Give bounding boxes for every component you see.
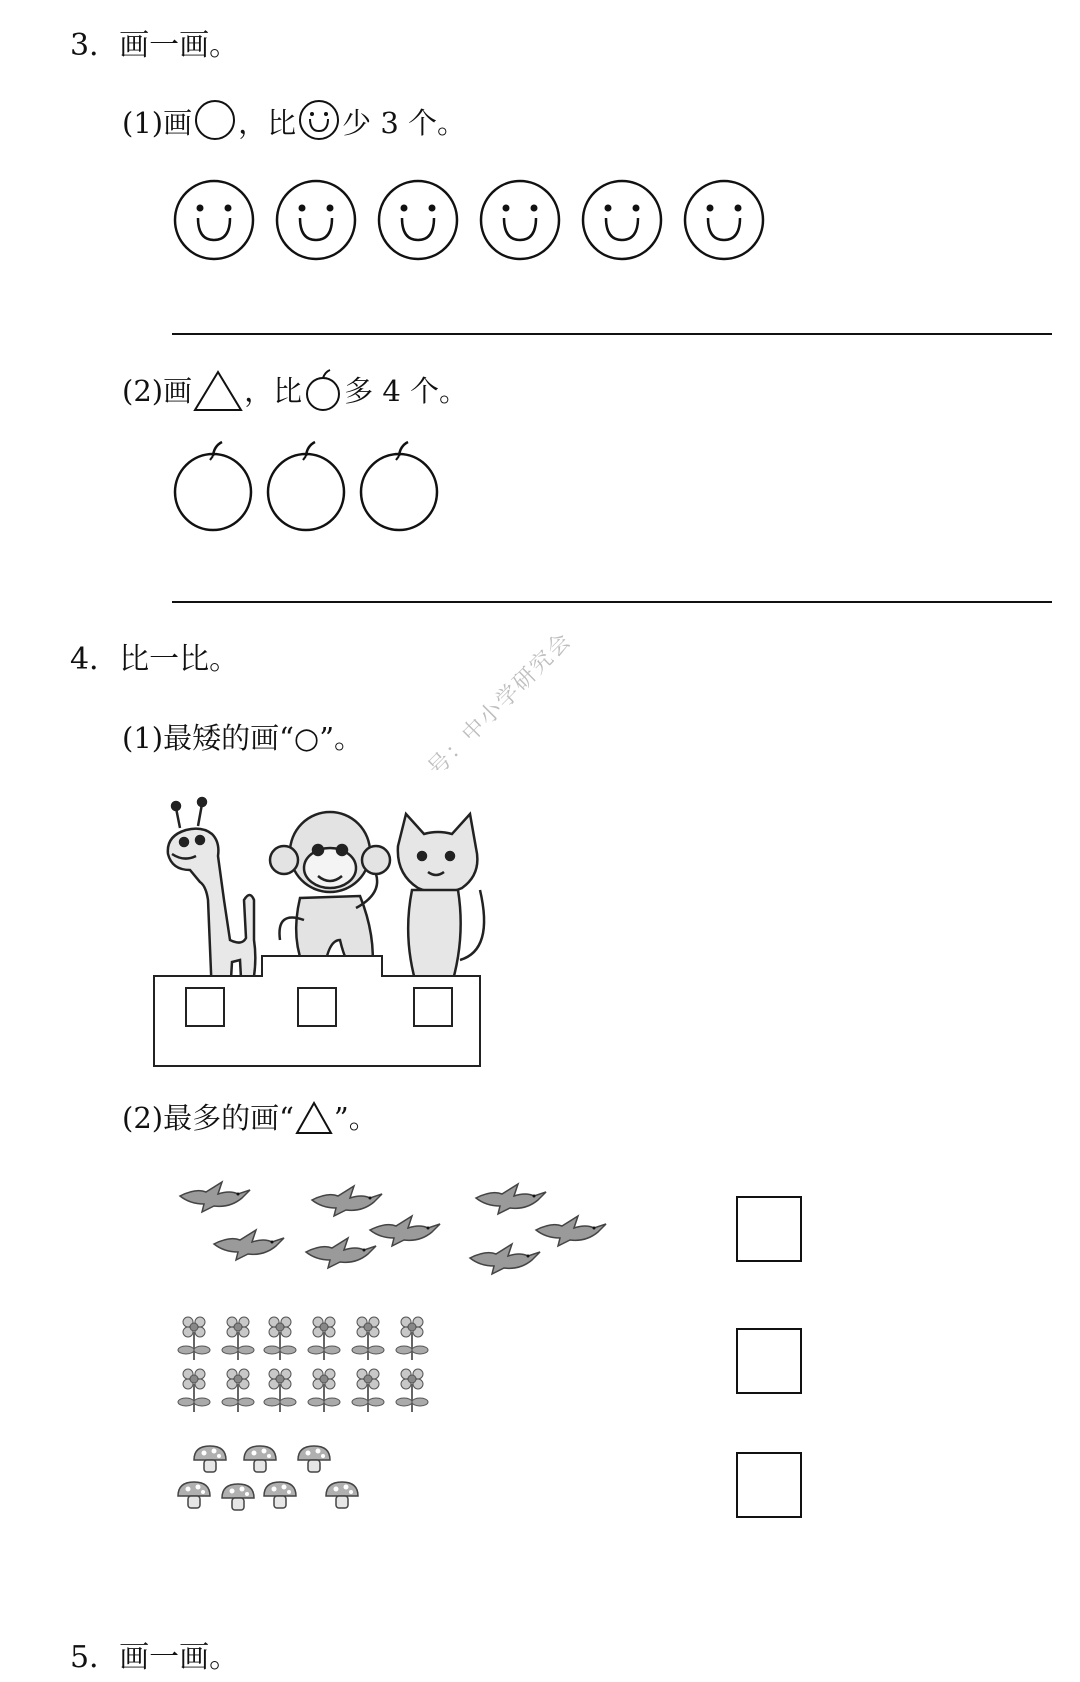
birds-answer-box[interactable]	[736, 1196, 802, 1262]
q3-number: 3．	[70, 28, 120, 63]
flower-icon	[308, 1369, 340, 1412]
q3-part2-suffix: 多 4 个。	[344, 374, 468, 408]
mushroom-icon	[194, 1446, 226, 1472]
smiley-face-icon	[478, 178, 562, 266]
apple-icon	[358, 440, 440, 536]
q4-part2-instruction	[122, 1100, 378, 1136]
q5-number: 5．	[70, 1640, 120, 1675]
q3-part1-mid: ，比	[238, 106, 297, 140]
flower-icon	[352, 1369, 384, 1412]
flower-icon	[396, 1369, 428, 1412]
q4-title	[70, 642, 239, 678]
smiley-face-icon	[296, 100, 342, 146]
watermark: 号：中小学研究会	[423, 627, 577, 782]
giraffe-icon	[168, 798, 256, 996]
circle-icon	[192, 100, 238, 146]
giraffe-answer-box[interactable]	[186, 988, 224, 1026]
flower-icon	[352, 1317, 384, 1360]
birds-group	[170, 1168, 610, 1288]
flower-icon	[264, 1317, 296, 1360]
mushroom-icon	[298, 1446, 330, 1472]
apple-icon	[302, 368, 344, 414]
flower-icon	[222, 1317, 254, 1360]
flower-icon	[178, 1369, 210, 1412]
monkey-icon	[270, 812, 390, 972]
cat-answer-box[interactable]	[414, 988, 452, 1026]
q4-part2-text-after: ”。	[333, 1101, 378, 1135]
bird-icon	[214, 1230, 284, 1260]
smiley-face-icon	[172, 178, 256, 266]
smiley-face-icon	[580, 178, 664, 266]
q5-title-text: 画一画。	[119, 1640, 240, 1675]
mushroom-icon	[326, 1482, 358, 1508]
triangle-icon	[192, 368, 244, 414]
smiley-face-icon	[376, 178, 460, 266]
flower-icon	[178, 1317, 210, 1360]
bird-icon	[470, 1244, 540, 1274]
q4-number: 4．	[70, 642, 120, 677]
q3-part1-suffix: 少 3 个。	[342, 106, 466, 140]
q3-part1-instruction	[122, 100, 466, 146]
q3-part2-mid: ，比	[244, 374, 303, 408]
bird-icon	[536, 1216, 606, 1246]
bird-icon	[312, 1186, 382, 1216]
q4-part1-instruction: (1)最矮的画“○”。	[122, 721, 364, 755]
mushroom-icon	[178, 1482, 210, 1508]
q3-part2-prefix: (2)画	[122, 374, 193, 408]
mushrooms-group	[176, 1444, 396, 1524]
flower-icon	[222, 1369, 254, 1412]
bird-icon	[180, 1182, 250, 1212]
q3-part2-answer-line[interactable]	[172, 601, 1052, 603]
flower-icon	[396, 1317, 428, 1360]
q3-part1-prefix: (1)画	[122, 106, 193, 140]
apple-icon	[172, 440, 254, 536]
flower-icon	[264, 1369, 296, 1412]
q5-title	[70, 1640, 239, 1676]
apple-icon	[265, 440, 347, 536]
bird-icon	[370, 1216, 440, 1246]
q3-title-text: 画一画。	[119, 28, 240, 63]
mushroom-icon	[264, 1482, 296, 1508]
cat-icon	[398, 814, 484, 990]
q4-part2-text-before: (2)最多的画“	[122, 1101, 294, 1135]
monkey-answer-box[interactable]	[298, 988, 336, 1026]
q4-title-text: 比一比。	[119, 642, 240, 677]
bird-icon	[476, 1184, 546, 1214]
q3-title	[70, 28, 239, 64]
smiley-face-icon	[274, 178, 358, 266]
animals-podium-illustration	[150, 790, 530, 1070]
flowers-group	[176, 1308, 456, 1418]
bird-icon	[306, 1238, 376, 1268]
triangle-icon	[294, 1100, 334, 1136]
q3-part1-answer-line[interactable]	[172, 333, 1052, 335]
mushroom-icon	[222, 1484, 254, 1510]
q3-part2-instruction	[122, 368, 468, 414]
flowers-answer-box[interactable]	[736, 1328, 802, 1394]
smiley-face-icon	[682, 178, 766, 266]
mushrooms-answer-box[interactable]	[736, 1452, 802, 1518]
flower-icon	[308, 1317, 340, 1360]
mushroom-icon	[244, 1446, 276, 1472]
